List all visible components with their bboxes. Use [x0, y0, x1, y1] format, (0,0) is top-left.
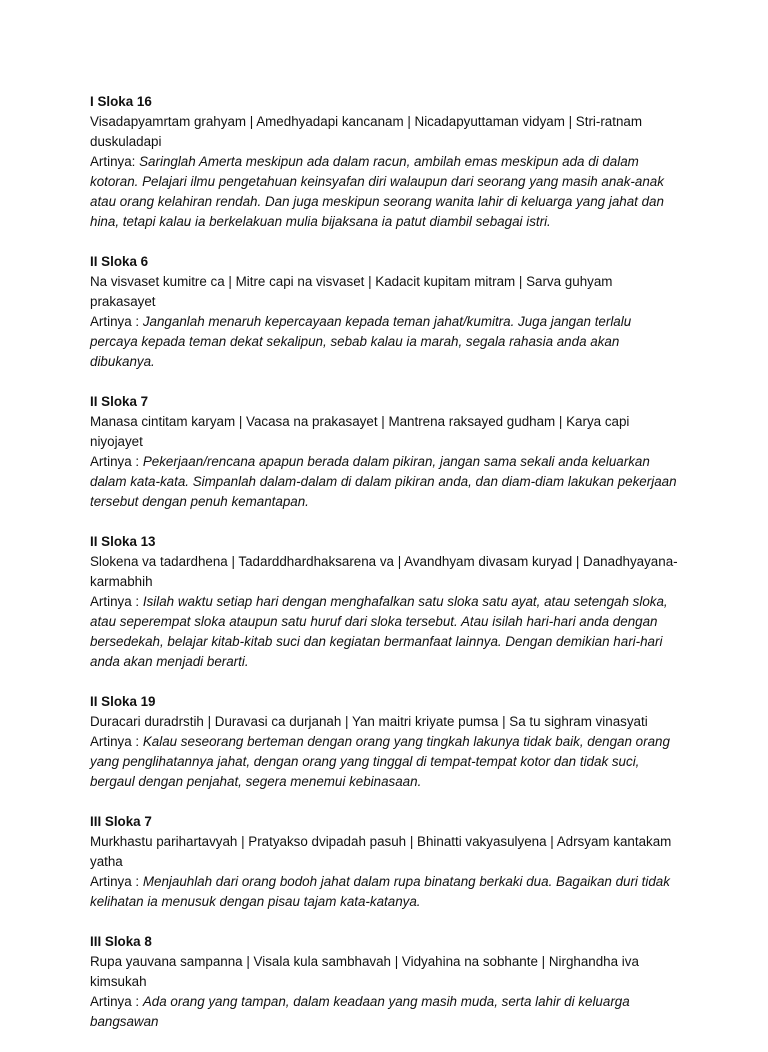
meaning-text: Ada orang yang tampan, dalam keadaan yang masih muda, serta lahir di keluarga bangsawan	[90, 994, 630, 1029]
sloka-meaning	[90, 152, 680, 232]
meaning-label: Artinya :	[90, 594, 143, 609]
sloka-meaning	[90, 732, 680, 792]
meaning-label: Artinya:	[90, 154, 140, 169]
sloka-verse: Slokena va tadardhena | Tadarddhardhaksarena va | Avandhyam divasam kuryad | Danadhyayana-karmabhih	[90, 554, 678, 589]
sloka-meaning	[90, 992, 680, 1032]
sloka-verse: Na visvaset kumitre ca | Mitre capi na visvaset | Kadacit kupitam mitram | Sarva guhyam prakasayet	[90, 274, 613, 309]
sloka-heading: II Sloka 19	[90, 694, 156, 709]
sloka-section	[90, 392, 680, 512]
meaning-text: Kalau seseorang berteman dengan orang yang tingkah lakunya tidak baik, dengan orang yang penglihatannya jahat, dengan orang yang tinggal di tempat-tempat kotor dan tidak suci, bergaul dengan penjahat, segera menemui kebinasaan.	[90, 734, 670, 789]
meaning-text: Menjauhlah dari orang bodoh jahat dalam rupa binatang berkaki dua. Bagaikan duri tidak kelihatan ia menusuk dengan pisau tajam kata-katanya.	[90, 874, 670, 909]
sloka-meaning	[90, 452, 680, 512]
sloka-section	[90, 92, 680, 232]
meaning-label: Artinya :	[90, 994, 143, 1009]
document-page	[90, 92, 680, 1052]
meaning-label: Artinya :	[90, 874, 143, 889]
meaning-label: Artinya :	[90, 734, 143, 749]
sloka-meaning	[90, 312, 680, 372]
meaning-text: Pekerjaan/rencana apapun berada dalam pikiran, jangan sama sekali anda keluarkan dalam kata-kata. Simpanlah dalam-dalam di dalam pikiran anda, dan diam-diam lakukan pekerjaan tersebut dengan penuh kemantapan.	[90, 454, 677, 509]
sloka-meaning	[90, 872, 680, 912]
sloka-heading: III Sloka 8	[90, 934, 152, 949]
sloka-heading: I Sloka 16	[90, 94, 152, 109]
sloka-heading: II Sloka 13	[90, 534, 156, 549]
sloka-heading: II Sloka 6	[90, 254, 149, 269]
meaning-text: Isilah waktu setiap hari dengan menghafalkan satu sloka satu ayat, atau setengah sloka, atau seperempat sloka ataupun satu huruf dari sloka tersebut. Atau isilah hari-hari anda dengan bersedekah, belajar kitab-kitab suci dan kegiatan bermanfaat lainnya. Dengan demikian hari-hari anda akan menjadi berarti.	[90, 594, 668, 669]
meaning-label: Artinya :	[90, 314, 143, 329]
sloka-section	[90, 532, 680, 672]
sloka-verse: Visadapyamrtam grahyam | Amedhyadapi kancanam | Nicadapyuttaman vidyam | Stri-ratnam duskuladapi	[90, 114, 643, 149]
sloka-section	[90, 932, 680, 1032]
meaning-text: Janganlah menaruh kepercayaan kepada teman jahat/kumitra. Juga jangan terlalu percaya kepada teman dekat sekalipun, sebab kalau ia marah, segala rahasia anda akan dibukanya.	[90, 314, 632, 369]
sloka-heading: II Sloka 7	[90, 394, 149, 409]
sloka-heading: III Sloka 7	[90, 814, 152, 829]
meaning-text: Saringlah Amerta meskipun ada dalam racun, ambilah emas meskipun ada di dalam kotoran. Pelajari ilmu pengetahuan keinsyafan diri walaupun dari seorang yang masih anak-anak atau orang kelahiran rendah. Dan juga meskipun seorang wanita lahir di keluarga yang jahat dan hina, tetapi kalau ia berkelakuan mulia bijaksana ia patut diambil sebagai istri.	[90, 154, 664, 229]
sloka-section	[90, 252, 680, 372]
sloka-meaning	[90, 592, 680, 672]
sloka-section	[90, 692, 680, 792]
sloka-verse: Rupa yauvana sampanna | Visala kula sambhavah | Vidyahina na sobhante | Nirghandha iva kimsukah	[90, 954, 639, 989]
sloka-verse: Manasa cintitam karyam | Vacasa na prakasayet | Mantrena raksayed gudham | Karya capi niyojayet	[90, 414, 630, 449]
sloka-verse: Duracari duradrstih | Duravasi ca durjanah | Yan maitri kriyate pumsa | Sa tu sighram vinasyati	[90, 714, 648, 729]
sloka-section	[90, 812, 680, 912]
meaning-label: Artinya :	[90, 454, 143, 469]
sloka-verse: Murkhastu parihartavyah | Pratyakso dvipadah pasuh | Bhinatti vakyasulyena | Adrsyam kantakam yatha	[90, 834, 672, 869]
